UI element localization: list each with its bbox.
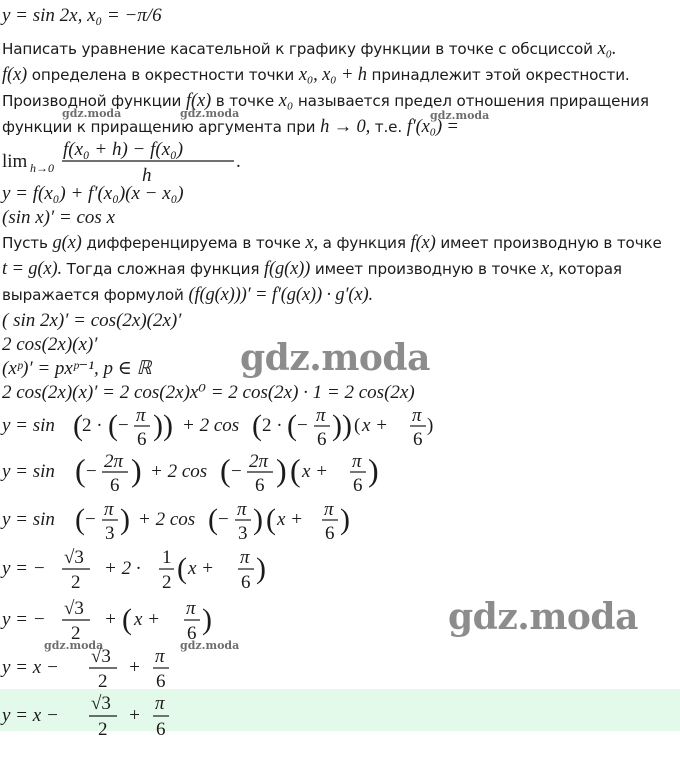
eq3-h: 6: [325, 523, 335, 544]
chain-c: дифференцируема в точке: [86, 234, 301, 252]
eq4-two-b: 2: [162, 572, 172, 593]
watermark-small-3: gdz.moda: [430, 109, 490, 122]
eq7-g: π: [155, 693, 165, 714]
chain-rule-line1: [2, 231, 662, 255]
deriv-def2-c: т.е.: [374, 118, 403, 136]
eq5-paren-close: ): [202, 603, 212, 636]
chain2-t: t = g(x).: [2, 259, 62, 279]
chain2-d: имеет производную в точке: [314, 260, 537, 278]
deriv-def-e: называется предел отношения приращения: [297, 92, 649, 110]
step-result: 2 cos(2x)(x)′ = 2 cos(2x)x⁰ = 2 cos(2x) · 1 = 2 cos(2x): [2, 382, 415, 403]
chain3-formula: (f(g(x)))′ = f′(g(x)) · g′(x).: [188, 285, 373, 305]
chain2-x: x,: [541, 259, 554, 279]
deriv-def-x0: x₀: [278, 91, 294, 111]
chain-gx: g(x): [52, 233, 82, 253]
eq7-sqrt3: √3: [91, 693, 111, 714]
chain3-a: выражается формулой: [2, 286, 184, 304]
eq1-paren2-open: (: [108, 409, 118, 442]
eq1-minus: −: [118, 415, 129, 436]
deriv-def2-a: функции к приращению аргумента при: [2, 118, 316, 136]
watermark-large-1: gdz.moda: [240, 337, 430, 379]
chain-e: а функция: [322, 234, 406, 252]
eq5-g: π: [186, 598, 196, 619]
deriv-def-a: Производной функции: [2, 92, 182, 110]
eq1-minus2: −: [297, 415, 308, 436]
problem-statement-text: y = sin 2x, x₀ = −π/6: [2, 5, 162, 26]
step-2cos: 2 cos(2x)(x)′: [2, 334, 98, 355]
eq4-one: 1: [162, 547, 172, 568]
domain-points: x₀, x₀ + h: [298, 65, 367, 85]
eq3-paren2-open: (: [208, 503, 218, 536]
equation-6: [0, 646, 200, 690]
eq1-pi2: π: [316, 405, 326, 426]
equation-2: [0, 448, 400, 496]
chain2-fgx: f(g(x)): [264, 259, 311, 279]
eq1-paren5-open: (: [354, 415, 361, 436]
eq1-six: 6: [137, 429, 147, 450]
eq4-h: 6: [241, 572, 251, 593]
sin-derivative: (sin x)′ = cos x: [2, 207, 115, 228]
eq2-e: + 2 cos: [150, 461, 208, 482]
eq5-a: y = −: [2, 609, 46, 630]
eq6-two: 2: [98, 671, 108, 692]
deriv-def-fx: f(x): [185, 91, 212, 111]
limit-numerator: f(x₀ + h) − f(x₀): [63, 139, 184, 160]
eq5-h: 6: [187, 623, 197, 644]
eq3-f: x +: [277, 509, 304, 530]
step-sin2x: ( sin 2x)′ = cos(2x)(2x)′: [2, 310, 182, 331]
eq2-h: 6: [353, 475, 363, 496]
tangent-formula: y = f(x₀) + f′(x₀)(x − x₀): [2, 183, 184, 204]
eq4-e: + 2 ·: [104, 558, 141, 579]
equation-7-final: [0, 691, 200, 740]
eq1-a: y = sin: [2, 415, 55, 436]
eq2-minus: −: [86, 461, 97, 482]
eq1-b: 2 ·: [82, 415, 103, 436]
eq1-paren4-close: ): [332, 409, 342, 442]
eq3-three: 3: [105, 523, 115, 544]
power-rule: (xᵖ)′ = pxᵖ⁻¹, p ∈ ℝ: [2, 358, 152, 379]
domain-text: [2, 63, 630, 87]
task-text-var: x₀.: [597, 39, 617, 59]
eq2-2pi: 2π: [104, 451, 124, 472]
eq3-paren3-close: ): [340, 503, 350, 536]
eq5-sqrt3: √3: [64, 598, 84, 619]
deriv-def2-fprime: f′(x₀) =: [406, 117, 459, 137]
eq5-f: x +: [134, 609, 161, 630]
eq3-pi: π: [104, 499, 114, 520]
limit-end: .: [236, 151, 241, 172]
equation-1: [0, 404, 470, 450]
eq3-a: y = sin: [2, 509, 55, 530]
chain2-b: Тогда сложная функция: [66, 260, 260, 278]
watermark-small-1: gdz.moda: [62, 107, 122, 120]
eq4-two: 2: [71, 572, 81, 593]
chain-rule-line2: [2, 257, 622, 281]
eq1-e: + 2 cos: [182, 415, 240, 436]
task-text-main: Написать уравнение касательной к графику функции в точке с обсциссой: [2, 40, 593, 58]
eq6-sqrt3: √3: [91, 646, 111, 667]
equation-5: [0, 597, 240, 643]
chain-fx: f(x): [410, 233, 436, 253]
eq5-two: 2: [71, 623, 81, 644]
equation-4: [0, 546, 290, 592]
eq2-minus2: −: [231, 461, 242, 482]
eq3-paren-close: ): [120, 503, 130, 536]
eq4-a: y = −: [2, 558, 46, 579]
eq5-e: +: [104, 609, 117, 630]
eq7-e: +: [128, 705, 141, 726]
eq4-sqrt3: √3: [64, 547, 84, 568]
eq2-2pi-b: 2π: [249, 451, 269, 472]
deriv-def-c: в точке: [215, 92, 275, 110]
eq3-three-b: 3: [238, 523, 248, 544]
eq2-paren-open: (: [75, 452, 86, 488]
domain-text-d: принадлежит этой окрестности.: [371, 66, 630, 84]
eq6-e: +: [128, 657, 141, 678]
watermark-small-4: gdz.moda: [44, 639, 104, 652]
limit-prefix: lim: [2, 151, 28, 172]
eq7-a: y = x −: [2, 705, 59, 726]
eq1-six2: 6: [317, 429, 327, 450]
chain-g: имеет производную в точке: [440, 234, 662, 252]
limit-sub: h→0: [30, 161, 54, 175]
eq1-paren3-close: ): [342, 409, 352, 442]
eq1-paren2-close: ): [153, 409, 163, 442]
eq2-paren2-close: ): [276, 452, 287, 488]
watermark-large-2: gdz.moda: [448, 596, 638, 638]
eq3-paren2-close: ): [253, 503, 263, 536]
domain-text-b: определена в окрестности точки: [31, 66, 295, 84]
eq1-paren-open: (: [73, 409, 83, 442]
watermark-small-2: gdz.moda: [180, 107, 240, 120]
chain-rule-line3: [2, 283, 373, 307]
eq1-paren4-open: (: [287, 409, 297, 442]
limit-denominator: h: [142, 165, 152, 186]
problem-statement: [2, 4, 162, 28]
eq1-paren3-open: (: [252, 409, 262, 442]
eq3-paren-open: (: [75, 503, 85, 536]
eq1-h: 6: [413, 429, 423, 450]
eq7-two: 2: [98, 719, 108, 740]
eq1-g: π: [412, 405, 422, 426]
eq2-paren-close: ): [131, 452, 142, 488]
limit-expression: [0, 136, 300, 186]
eq3-paren3-open: (: [266, 503, 276, 536]
eq4-paren-open: (: [177, 552, 187, 585]
deriv-def2-h: h → 0,: [320, 117, 371, 137]
eq2-g: π: [352, 451, 362, 472]
eq2-paren3-close: ): [368, 452, 379, 488]
eq3-pi-b: π: [237, 499, 247, 520]
watermark-small-5: gdz.moda: [180, 639, 240, 652]
eq2-six-b: 6: [255, 475, 265, 496]
eq3-minus2: −: [218, 509, 229, 530]
equation-3: [0, 497, 370, 543]
chain2-f: которая: [558, 260, 622, 278]
eq2-paren2-open: (: [220, 452, 231, 488]
eq5-paren-open: (: [122, 603, 132, 636]
eq2-f: x +: [302, 461, 329, 482]
eq1-two-dot: 2 ·: [262, 415, 283, 436]
eq6-g: π: [155, 646, 165, 667]
eq2-a: y = sin: [2, 461, 55, 482]
eq3-minus: −: [85, 509, 96, 530]
eq4-g: π: [240, 547, 250, 568]
task-text: [2, 37, 616, 61]
eq1-paren5-close: ): [427, 415, 434, 436]
eq1-paren-close: ): [163, 409, 173, 442]
eq6-h: 6: [156, 671, 166, 692]
eq4-paren-close: ): [256, 552, 266, 585]
eq3-g: π: [324, 499, 334, 520]
domain-fx: f(x): [2, 65, 28, 85]
eq7-h: 6: [156, 719, 166, 740]
eq3-e: + 2 cos: [138, 509, 196, 530]
eq2-six: 6: [110, 475, 120, 496]
chain-x: x,: [305, 233, 318, 253]
eq1-pi: π: [136, 405, 146, 426]
chain-a: Пусть: [2, 234, 48, 252]
eq2-paren3-open: (: [290, 452, 301, 488]
eq4-f: x +: [188, 558, 215, 579]
eq1-f: x +: [362, 415, 389, 436]
eq6-a: y = x −: [2, 657, 59, 678]
